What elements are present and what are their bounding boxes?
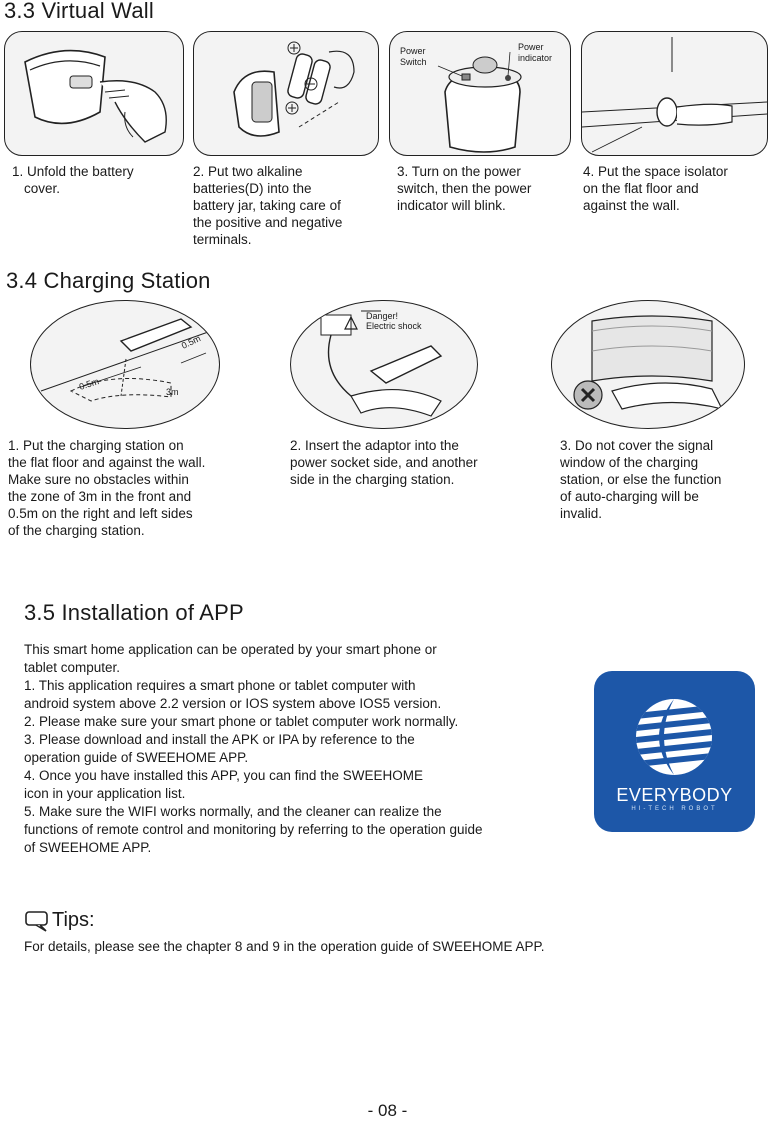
caption-line: 4. Put the space isolator	[583, 164, 728, 179]
body-line: 2. Please make sure your smart phone or tablet computer work normally.	[24, 714, 459, 729]
space-isolator-against-wall-illustration	[581, 31, 768, 156]
tips-title: Tips:	[52, 909, 95, 931]
charging-station-clearance-illustration	[30, 300, 220, 429]
charging-step-2	[290, 437, 540, 488]
section-title-virtual-wall: 3.3 Virtual Wall	[4, 0, 154, 23]
section-title-charging-station: 3.4 Charging Station	[6, 268, 211, 293]
label-0-5m-right: 0.5m	[179, 333, 203, 351]
power-switch-label-line2: Switch	[400, 57, 427, 67]
caption-line: window of the charging	[560, 455, 699, 470]
body-line: 4. Once you have installed this APP, you can find the SWEEHOME	[24, 768, 423, 783]
body-line: 3. Please download and install the APK or IPA by reference to the	[24, 732, 415, 747]
caption-line: the zone of 3m in the front and	[8, 489, 192, 504]
caption-line: power socket side, and another	[290, 455, 478, 470]
danger-label-line2: Electric shock	[366, 321, 422, 331]
caption-line: battery jar, taking care of	[193, 198, 341, 213]
danger-label-line1: Danger!	[366, 311, 399, 321]
caption-line: invalid.	[560, 506, 603, 521]
caption-line: of auto-charging will be	[560, 489, 699, 504]
body-line: 5. Make sure the WIFI works normally, and the cleaner can realize the	[24, 804, 442, 819]
do-not-cover-signal-window-illustration	[551, 300, 745, 429]
caption-line: 1. Unfold the battery	[12, 164, 134, 179]
power-switch-illustration	[389, 31, 571, 156]
unfold-battery-cover-illustration	[4, 31, 184, 156]
caption-line: station, or else the function	[560, 472, 722, 487]
virtual-wall-step-4	[583, 163, 773, 214]
logo-subtext: HI-TECH ROBOT	[631, 806, 718, 812]
body-line: android system above 2.2 version or IOS system above IOS5 version.	[24, 696, 442, 711]
body-line: 1. This application requires a smart phone or tablet computer with	[24, 678, 416, 693]
body-line: functions of remote control and monitoring by referring to the operation guide	[24, 822, 483, 837]
insert-adaptor-illustration	[290, 300, 478, 429]
caption-line: 2. Put two alkaline	[193, 164, 303, 179]
sweehome-app-logo	[594, 671, 755, 832]
virtual-wall-step-1	[12, 163, 182, 197]
caption-line: the positive and negative	[193, 215, 343, 230]
body-line: of SWEEHOME APP.	[24, 840, 152, 855]
power-indicator-label-line2: indicator	[518, 53, 553, 63]
tips-text: For details, please see the chapter 8 and 9 in the operation guide of SWEEHOME APP.	[24, 939, 545, 954]
caption-line: switch, then the power	[397, 181, 532, 196]
charging-step-1	[8, 437, 278, 539]
caption-line: cover.	[24, 181, 61, 196]
tips-heading	[24, 909, 95, 932]
caption-line: terminals.	[193, 232, 252, 247]
caption-line: of the charging station.	[8, 523, 145, 538]
body-line: icon in your application list.	[24, 786, 186, 801]
section-title-installation: 3.5 Installation of APP	[24, 600, 244, 625]
label-0-5m-left: 0.5m	[77, 376, 101, 392]
caption-line: 3. Turn on the power	[397, 164, 521, 179]
insert-batteries-illustration	[193, 31, 379, 156]
caption-line: on the flat floor and	[583, 181, 699, 196]
caption-line: the flat floor and against the wall.	[8, 455, 206, 470]
virtual-wall-step-3	[397, 163, 577, 214]
speech-bubble-icon	[24, 910, 50, 932]
power-indicator-label-line1: Power	[518, 42, 544, 52]
installation-body	[24, 641, 594, 857]
caption-line: against the wall.	[583, 198, 680, 213]
caption-line: side in the charging station.	[290, 472, 455, 487]
virtual-wall-step-2	[193, 163, 383, 248]
caption-line: Make sure no obstacles within	[8, 472, 189, 487]
logo-text: EVERYBODY	[616, 785, 733, 805]
body-line: tablet computer.	[24, 660, 121, 675]
body-line: This smart home application can be operated by your smart phone or	[24, 642, 437, 657]
caption-line: 0.5m on the right and left sides	[8, 506, 193, 521]
label-3m: 3m	[166, 387, 179, 397]
caption-line: 3. Do not cover the signal	[560, 438, 714, 453]
charging-step-3	[560, 437, 770, 522]
power-switch-label-line1: Power	[400, 46, 426, 56]
caption-line: 1. Put the charging station on	[8, 438, 184, 453]
caption-line: indicator will blink.	[397, 198, 506, 213]
page-number: - 08 -	[367, 1101, 408, 1120]
body-line: operation guide of SWEEHOME APP.	[24, 750, 249, 765]
caption-line: 2. Insert the adaptor into the	[290, 438, 459, 453]
caption-line: batteries(D) into the	[193, 181, 312, 196]
